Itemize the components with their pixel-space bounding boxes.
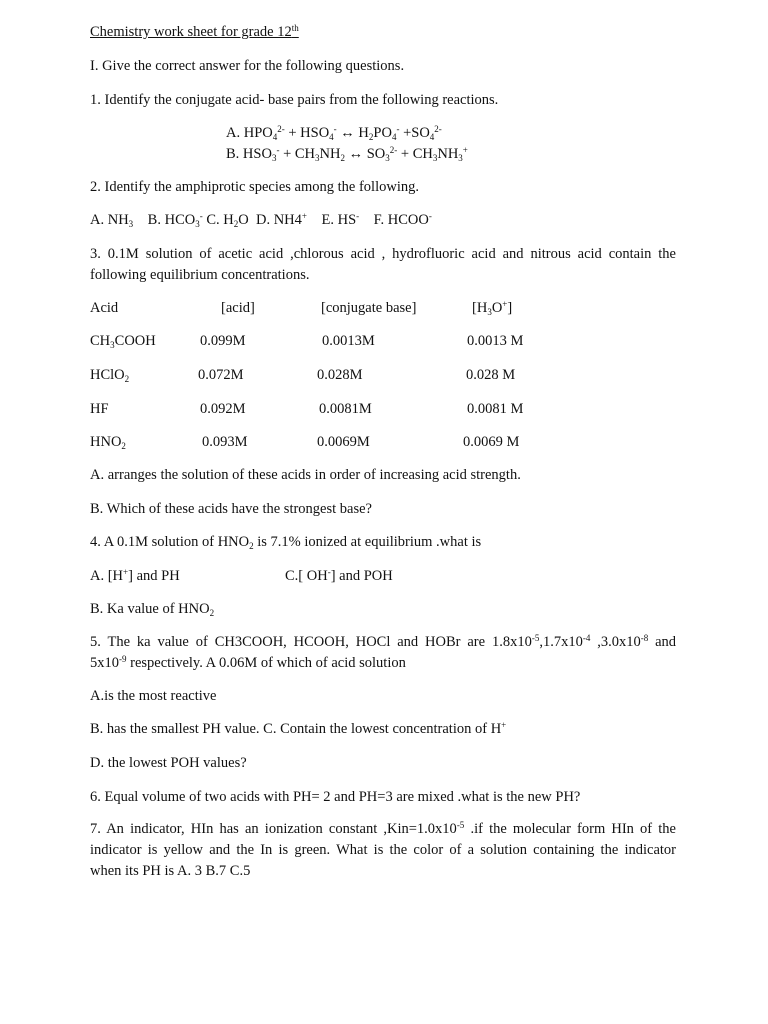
q7-line3: when its PH is A. 3 B.7 C.5 bbox=[90, 863, 251, 879]
table-header-conjugate-base: [conjugate base] bbox=[321, 300, 417, 316]
base-conc: 0.0069M bbox=[317, 434, 370, 450]
q5-part-d: D. the lowest POH values? bbox=[90, 755, 247, 771]
instruction: I. Give the correct answer for the following questions. bbox=[90, 58, 405, 74]
q4-part-a: A. [H+] and PH bbox=[90, 567, 180, 584]
h3o-conc: 0.0013 M bbox=[467, 333, 524, 349]
q5-part-a: A.is the most reactive bbox=[90, 688, 217, 704]
acid-name: HF bbox=[90, 401, 109, 417]
h3o-conc: 0.0081 M bbox=[467, 401, 524, 417]
worksheet-title: Chemistry work sheet for grade 12th bbox=[90, 23, 299, 40]
table-header-acid: Acid bbox=[90, 300, 119, 316]
q5-line2: $5x10^{-9}$ respectively. A 0.06M of which of acid solution bbox=[90, 654, 406, 671]
q3-line1: 3. 0.1M solution of acetic acid ,chlorous acid , hydrofluoric acid and nitrous acid contain the bbox=[90, 246, 676, 262]
base-conc: 0.0081M bbox=[319, 401, 372, 417]
base-conc: 0.0013M bbox=[322, 333, 375, 349]
table-header-h3o: $[H_3O^+]$ bbox=[472, 299, 513, 317]
acid-conc: 0.072M bbox=[198, 367, 244, 383]
q1-reaction-a: A. $HPO_4^{2-} + HSO_4^-$ ↔ $H_2PO_4^- +SO_4^{2-}$ bbox=[226, 124, 442, 142]
q1-text: 1. Identify the conjugate acid- base pairs from the following reactions. bbox=[90, 92, 499, 108]
q7-line1: 7. An indicator, HIn has an ionization constant $,Kin=1.0x10^{-5}$ .if the molecular form HIn of the bbox=[90, 820, 676, 837]
h3o-conc: 0.028 M bbox=[466, 367, 516, 383]
acid-conc: 0.092M bbox=[200, 401, 246, 417]
q5-part-bc: B. has the smallest PH value. C. Contain the lowest concentration of H+ bbox=[90, 720, 507, 737]
h3o-conc: 0.0069 M bbox=[463, 434, 520, 450]
acid-conc: 0.093M bbox=[202, 434, 248, 450]
q2-options: A. $NH_3$ B. $HCO_3^-$ C. $H_2O$ D. NH4+ E. HS- F. HCOO- bbox=[90, 211, 432, 229]
base-conc: 0.028M bbox=[317, 367, 363, 383]
q3-part-a: A. arranges the solution of these acids in order of increasing acid strength. bbox=[90, 467, 521, 483]
q2-text: 2. Identify the amphiprotic species among the following. bbox=[90, 179, 419, 195]
q3-line2: following equilibrium concentrations. bbox=[90, 267, 310, 283]
acid-name: $HNO_2$ bbox=[90, 434, 126, 451]
q4-part-b: B. Ka value of $HNO_2$ bbox=[90, 601, 215, 618]
q5-line1: 5. The ka value of CH3COOH, HCOOH, HOCl and HOBr are $1.8x10^{-5},1.7x10^{-4}$ $,3.0x10^{-8}$ and bbox=[90, 633, 677, 650]
q7-line2: indicator is yellow and the In is green. What is the color of a solution containing the indicator bbox=[90, 842, 676, 858]
q1-reaction-b: B. $HSO_3^- + CH_3NH_2$ ↔ $SO_3^{2-} + CH_3NH_3^+$ bbox=[226, 145, 468, 163]
acid-conc: 0.099M bbox=[200, 333, 246, 349]
q6-text: 6. Equal volume of two acids with PH= 2 and PH=3 are mixed .what is the new PH? bbox=[90, 789, 581, 805]
acid-name: $CH_3COOH$ bbox=[90, 333, 156, 350]
q3-part-b: B. Which of these acids have the strongest base? bbox=[90, 501, 372, 517]
acid-name: HClO$_2$ bbox=[90, 367, 130, 384]
q4-text: 4. A 0.1M solution of $HNO_2$ is 7.1% ionized at equilibrium .what is bbox=[90, 534, 482, 551]
q4-part-c: C.[ OH-] and POH bbox=[285, 567, 393, 584]
table-header-acid-conc: [acid] bbox=[221, 300, 255, 316]
